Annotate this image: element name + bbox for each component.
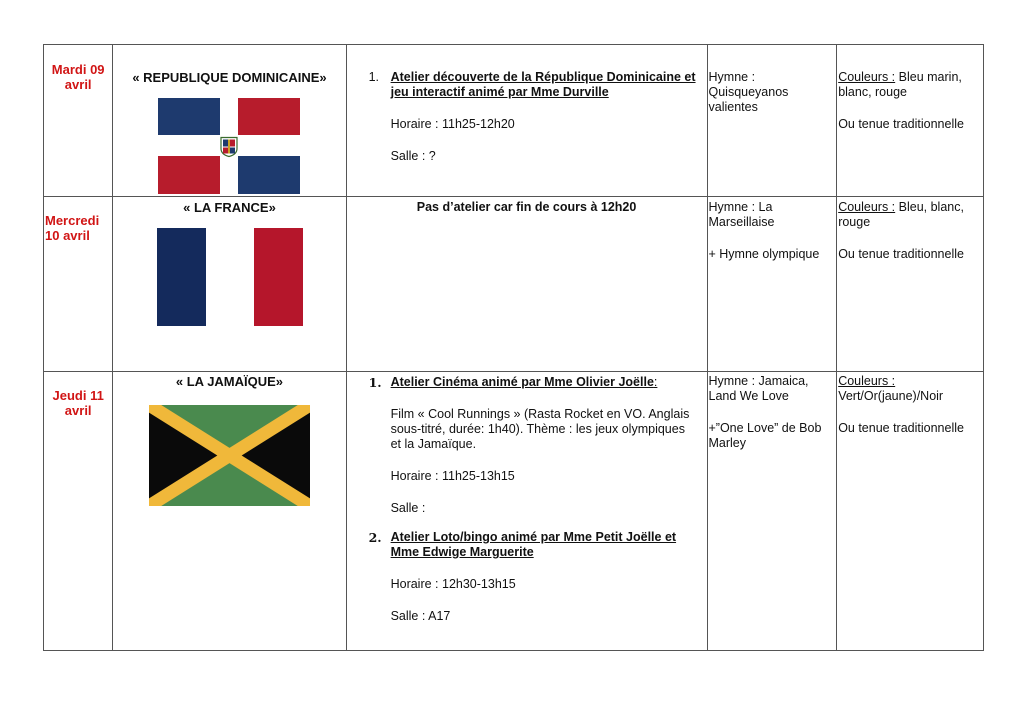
jamaica-flag — [149, 405, 310, 506]
hymn-extra: + Hymne olympique — [708, 247, 820, 261]
colors-cell — [837, 372, 984, 651]
date-cell — [44, 372, 113, 651]
activity-cell — [346, 197, 707, 372]
item-number: 1. — [368, 70, 380, 84]
colors-label: Couleurs : — [838, 70, 896, 84]
no-activity-note: Pas d’atelier car fin de cours à 12h20 — [416, 200, 637, 214]
date-cell — [44, 197, 113, 372]
date-label: Mercredi 10 avril — [45, 213, 100, 243]
colors-cell — [837, 45, 984, 197]
activity-title-line — [391, 375, 697, 390]
item-number: 2. — [368, 530, 382, 545]
hymn-cell — [707, 372, 837, 651]
activity-title: Atelier Loto/bingo animé par Mme Petit Joëlle et Mme Edwige Marguerite — [390, 530, 677, 559]
colors-line — [837, 372, 983, 404]
activity-description: Film « Cool Runnings » (Rasta Rocket en VO. Anglais sous-titré, durée: 1h40). Thème : les jeux olympiques et la Jamaïque. — [390, 407, 690, 451]
country-cell — [113, 372, 346, 651]
activity-time: Horaire : 11h25-12h20 — [390, 117, 515, 131]
colors-label: Couleurs : — [838, 200, 896, 214]
hymn-text: Hymne : Jamaica, Land We Love — [708, 374, 809, 403]
country-name: « LA FRANCE» — [183, 200, 276, 215]
colors-value: Bleu marin, blanc, rouge — [838, 70, 962, 99]
country-cell — [113, 45, 346, 197]
hymn-cell — [707, 197, 837, 372]
activity-title: Atelier découverte de la République Dominicaine et jeu interactif animé par Mme Durville — [390, 70, 696, 99]
activity-item — [369, 375, 697, 516]
table-row — [44, 197, 984, 372]
date-cell — [44, 45, 113, 197]
activity-cell — [346, 372, 707, 651]
hymn-text: Hymne : La Marseillaise — [708, 200, 775, 229]
colors-value: Vert/Or(jaune)/Noir — [838, 389, 944, 403]
hymn-cell — [707, 45, 837, 197]
country-name: « LA JAMAÏQUE» — [175, 374, 284, 389]
hymn-text: Hymne : Quisqueyanos valientes — [708, 70, 789, 114]
activity-item — [369, 530, 697, 624]
table-row — [44, 372, 984, 651]
outfit-text: Ou tenue traditionnelle — [838, 421, 964, 435]
activity-room: Salle : ? — [390, 149, 436, 163]
dominican-republic-flag — [158, 98, 300, 194]
schedule-table — [43, 44, 984, 651]
colors-cell — [837, 197, 984, 372]
colors-line — [837, 45, 983, 100]
activity-cell — [346, 45, 707, 197]
activity-room: Salle : A17 — [390, 609, 451, 623]
date-label: Mardi 09 avril — [51, 62, 105, 92]
activity-title-suffix: : — [653, 375, 658, 389]
activity-item — [369, 70, 697, 164]
activity-room: Salle : — [390, 501, 426, 515]
activity-title: Atelier Cinéma animé par Mme Olivier Joëlle — [390, 375, 654, 389]
activity-time: Horaire : 12h30-13h15 — [390, 577, 516, 591]
outfit-text: Ou tenue traditionnelle — [838, 117, 964, 131]
france-flag — [157, 228, 303, 326]
activity-time: Horaire : 11h25-13h15 — [390, 469, 515, 483]
colors-label: Couleurs : — [838, 374, 896, 388]
outfit-text: Ou tenue traditionnelle — [838, 247, 964, 261]
colors-line — [837, 197, 983, 230]
hymn-extra: +”One Love” de Bob Marley — [708, 421, 822, 450]
table-row — [44, 45, 984, 197]
country-name: « REPUBLIQUE DOMINICAINE» — [132, 70, 327, 85]
date-label: Jeudi 11 avril — [52, 388, 104, 418]
colors-value: Bleu, blanc, rouge — [838, 200, 964, 229]
item-number: 1. — [368, 375, 382, 390]
country-cell — [113, 197, 346, 372]
